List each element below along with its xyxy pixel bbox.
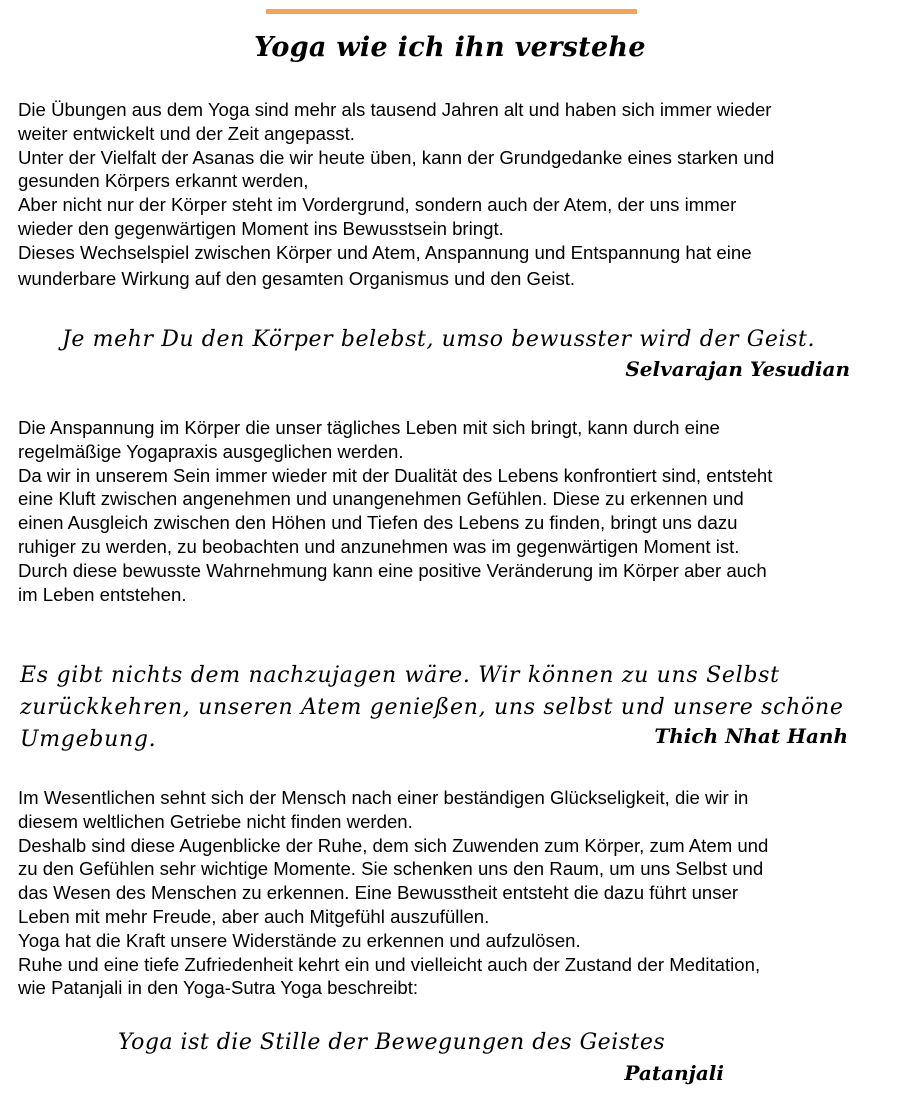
paragraph-line: das Wesen des Menschen zu erkennen. Eine Bewusstheit entsteht die dazu führt unser (18, 882, 739, 904)
paragraph-line: Ruhe und eine tiefe Zufriedenheit kehrt ein und vielleicht auch der Zustand der Meditation, (18, 953, 761, 975)
paragraph-line: Aber nicht nur der Körper steht im Vordergrund, sondern auch der Atem, der uns immer (18, 194, 737, 216)
paragraph-line: wunderbare Wirkung auf den gesamten Organismus und den Geist. (18, 267, 576, 289)
quote-line: Yoga ist die Stille der Bewegungen des Geistes (118, 1030, 666, 1055)
paragraph-line: einen Ausgleich zwischen den Höhen und Tiefen des Lebens zu finden, bringt uns dazu (18, 512, 738, 534)
quote-line: Es gibt nichts dem nachzujagen wäre. Wir können zu uns Selbst (20, 663, 780, 688)
paragraph-line: Dieses Wechselspiel zwischen Körper und Atem, Anspannung und Entspannung hat eine (18, 241, 752, 263)
paragraph-line: wie Patanjali in den Yoga-Sutra Yoga beschreibt: (18, 977, 419, 999)
paragraph-line: gesunden Körpers erkannt werden, (18, 170, 309, 192)
paragraph-line: zu den Gefühlen sehr wichtige Momente. Sie schenken uns den Raum, um uns Selbst und (18, 858, 764, 880)
paragraph-line: Leben mit mehr Freude, aber auch Mitgefühl auszufüllen. (18, 905, 490, 927)
paragraph-line: diesem weltlichen Getriebe nicht finden werden. (18, 810, 413, 832)
paragraph-line: Deshalb sind diese Augenblicke der Ruhe, dem sich Zuwenden zum Körper, zum Atem und (18, 834, 769, 856)
quote-patanjali (118, 1030, 665, 1055)
paragraph-line: wieder den gegenwärtigen Moment ins Bewusstsein bringt. (18, 217, 504, 239)
paragraph-line: eine Kluft zwischen angenehmen und unangenehmen Gefühlen. Diese zu erkennen und (18, 488, 744, 510)
quote-author-thich-nhat-hanh: Thich Nhat Hanh (654, 724, 848, 748)
quote-author-yesudian: Selvarajan Yesudian (625, 357, 850, 381)
paragraph-line: im Leben entstehen. (18, 583, 187, 605)
paragraph-line: ruhiger zu werden, zu beobachten und anzunehmen was im gegenwärtigen Moment ist. (18, 535, 740, 557)
quote-line: zurückkehren, unseren Atem genießen, uns selbst und unsere schöne (20, 695, 844, 720)
paragraph-line: Yoga hat die Kraft unsere Widerstände zu erkennen und aufzulösen. (18, 929, 581, 951)
page-title: Yoga wie ich ihn verstehe (254, 32, 646, 63)
paragraph-line: weiter entwickelt und der Zeit angepasst. (18, 122, 355, 144)
paragraph-line: Die Übungen aus dem Yoga sind mehr als tausend Jahren alt und haben sich immer wieder (18, 99, 772, 120)
paragraph-line: Im Wesentlichen sehnt sich der Mensch nach einer beständigen Glückseligkeit, die wir in (18, 787, 749, 808)
paragraph-line: regelmäßige Yogapraxis ausgeglichen werden. (18, 440, 404, 462)
quote-yesudian (62, 327, 815, 352)
paragraph-line: Die Anspannung im Körper die unser tägliches Leben mit sich bringt, kann durch eine (18, 417, 720, 438)
paragraph-line: Da wir in unserem Sein immer wieder mit der Dualität des Lebens konfrontiert sind, entsteht (18, 464, 773, 486)
paragraph-line: Durch diese bewusste Wahrnehmung kann eine positive Veränderung im Körper aber auch (18, 559, 767, 581)
quote-author-patanjali: Patanjali (624, 1061, 724, 1085)
paragraph-happiness (18, 786, 888, 1000)
quote-line: Je mehr Du den Körper belebst, umso bewusster wird der Geist. (62, 327, 816, 352)
paragraph-intro (18, 98, 888, 290)
quote-line: Umgebung. (20, 727, 157, 752)
paragraph-tension (18, 416, 888, 606)
paragraph-line: Unter der Vielfalt der Asanas die wir heute üben, kann der Grundgedanke eines starken und (18, 146, 775, 168)
decorative-orange-rule (266, 9, 637, 14)
